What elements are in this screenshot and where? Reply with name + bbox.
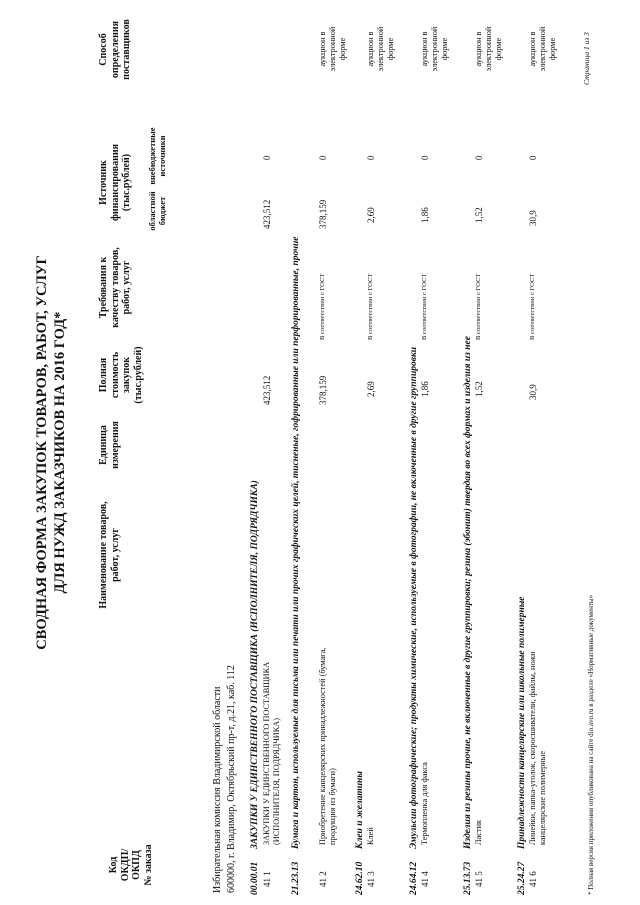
- row-method: аукцион в электронной форме: [366, 26, 395, 72]
- section-title: Бумага и картон, используемые для письма или печати или прочих графических целей, тисненые, гофрированные или перфорированные, прочие: [291, 236, 301, 849]
- row-name: Линейки, папка-уголок, скоросшиватели, файлы, ножи канцелярские полимерные: [528, 651, 547, 845]
- header-financing: Источник финансирования (тыс.рублей): [98, 143, 132, 222]
- section-title: Эмульсии фотографические; продукты химические, используемые в фотографии, не включенные в другие группировки: [409, 346, 419, 849]
- row-cost: 378,159: [318, 375, 328, 405]
- row-name: ЗАКУПКИ У ЕДИНСТВЕННОГО ПОСТАВЩИКА (ИСПОЛНИТЕЛЯ, ПОДРЯДЧИКА): [262, 661, 281, 845]
- row-regional: 2,69: [366, 207, 376, 223]
- row-method: аукцион в электронной форме: [420, 26, 449, 72]
- row-cost: 1,86: [420, 381, 430, 397]
- row-regional: 378,159: [318, 199, 328, 229]
- header-code: Код ОКДП/ ОКПД № заказа: [108, 844, 154, 886]
- row-regional: 30,9: [528, 210, 538, 226]
- document-title-line-2: ДЛЯ НУЖД ЗАКАЗЧИКОВ НА 2016 ГОД*: [52, 311, 68, 594]
- row-requirements: В соответствии с ГОСТ: [319, 273, 326, 340]
- section-code: 25.24.27: [517, 861, 527, 895]
- row-number: 41 3: [366, 871, 376, 887]
- row-name: Термопленка для факса: [420, 762, 429, 845]
- row-name: Приобретение канцелярских принадлежностей (бумага, продукция из бумаги): [318, 647, 337, 845]
- row-number: 41 1: [262, 871, 272, 887]
- header-method: Способ определения поставщиков: [98, 19, 132, 80]
- organization-name: Избирательная комиссия Владимирской области: [212, 686, 223, 893]
- section-title: ЗАКУПКИ У ЕДИНСТВЕННОГО ПОСТАВЩИКА (ИСПОЛНИТЕЛЯ, ПОДРЯДЧИКА): [250, 480, 260, 849]
- header-financing-regional: областной бюджет: [147, 191, 167, 231]
- section-title: Принадлежности канцелярские или школьные полимерные: [517, 596, 527, 849]
- row-regional: 1,86: [420, 207, 430, 223]
- row-number: 41 2: [318, 871, 328, 887]
- row-regional: 423,512: [262, 199, 272, 229]
- row-method: аукцион в электронной форме: [474, 26, 503, 72]
- row-regional: 1,52: [474, 207, 484, 223]
- document-title-line-1: СВОДНАЯ ФОРМА ЗАКУПОК ТОВАРОВ, РАБОТ, УСЛУГ: [34, 255, 50, 650]
- header-name: Наименование товаров, работ, услуг: [98, 501, 121, 609]
- row-extrabudget: 0: [366, 155, 376, 160]
- header-unit: Единица измерения: [98, 421, 121, 469]
- row-number: 41 5: [474, 871, 484, 887]
- row-requirements: В соответствии с ГОСТ: [475, 273, 482, 340]
- row-cost: 423,512: [262, 375, 272, 405]
- row-extrabudget: 0: [528, 155, 538, 160]
- row-requirements: В соответствии с ГОСТ: [421, 273, 428, 340]
- footnote: * Полная версия приложения опубликована на сайте dio.avo.ru в разделе «Нормативные документы»: [587, 594, 595, 895]
- row-name: Ластик: [474, 819, 483, 845]
- row-method: аукцион в электронной форме: [318, 26, 347, 72]
- row-extrabudget: 0: [474, 155, 484, 160]
- section-code: 24.64.12: [409, 861, 419, 895]
- section-title: Изделия из резины прочие, не включенные в другие группировки; резина (эбонит) твердая во всех формах и изделия из нее: [463, 336, 473, 849]
- row-number: 41 4: [420, 871, 430, 887]
- row-cost: 1,52: [474, 381, 484, 397]
- section-code: 24.62.10: [355, 861, 365, 895]
- row-cost: 30,9: [528, 384, 538, 400]
- section-code: 00.00.01: [250, 861, 260, 895]
- section-title: Клеи и желатины: [355, 771, 365, 849]
- row-method: аукцион в электронной форме: [528, 26, 557, 72]
- row-extrabudget: 0: [318, 155, 328, 160]
- section-code: 21.23.13: [291, 861, 301, 895]
- row-requirements: В соответствии с ГОСТ: [367, 273, 374, 340]
- row-number: 41 6: [528, 871, 538, 887]
- row-name: Клей: [366, 827, 375, 845]
- row-requirements: В соответствии с ГОСТ: [529, 273, 536, 340]
- row-extrabudget: 0: [262, 155, 272, 160]
- header-requirements: Требования к качеству товаров, работ, услуг: [98, 247, 132, 328]
- header-financing-extrabudget: внебюджетные источники: [147, 127, 167, 185]
- page-number: Страница 1 из 3: [582, 32, 591, 85]
- header-cost: Полная стоимость закупок (тыс.рублей): [98, 346, 144, 404]
- organization-address: 600000, г. Владимир, Октябрьский пр-т, д.21, каб. 112: [226, 665, 237, 893]
- row-cost: 2,69: [366, 381, 376, 397]
- row-extrabudget: 0: [420, 155, 430, 160]
- section-code: 25.13.73: [463, 861, 473, 895]
